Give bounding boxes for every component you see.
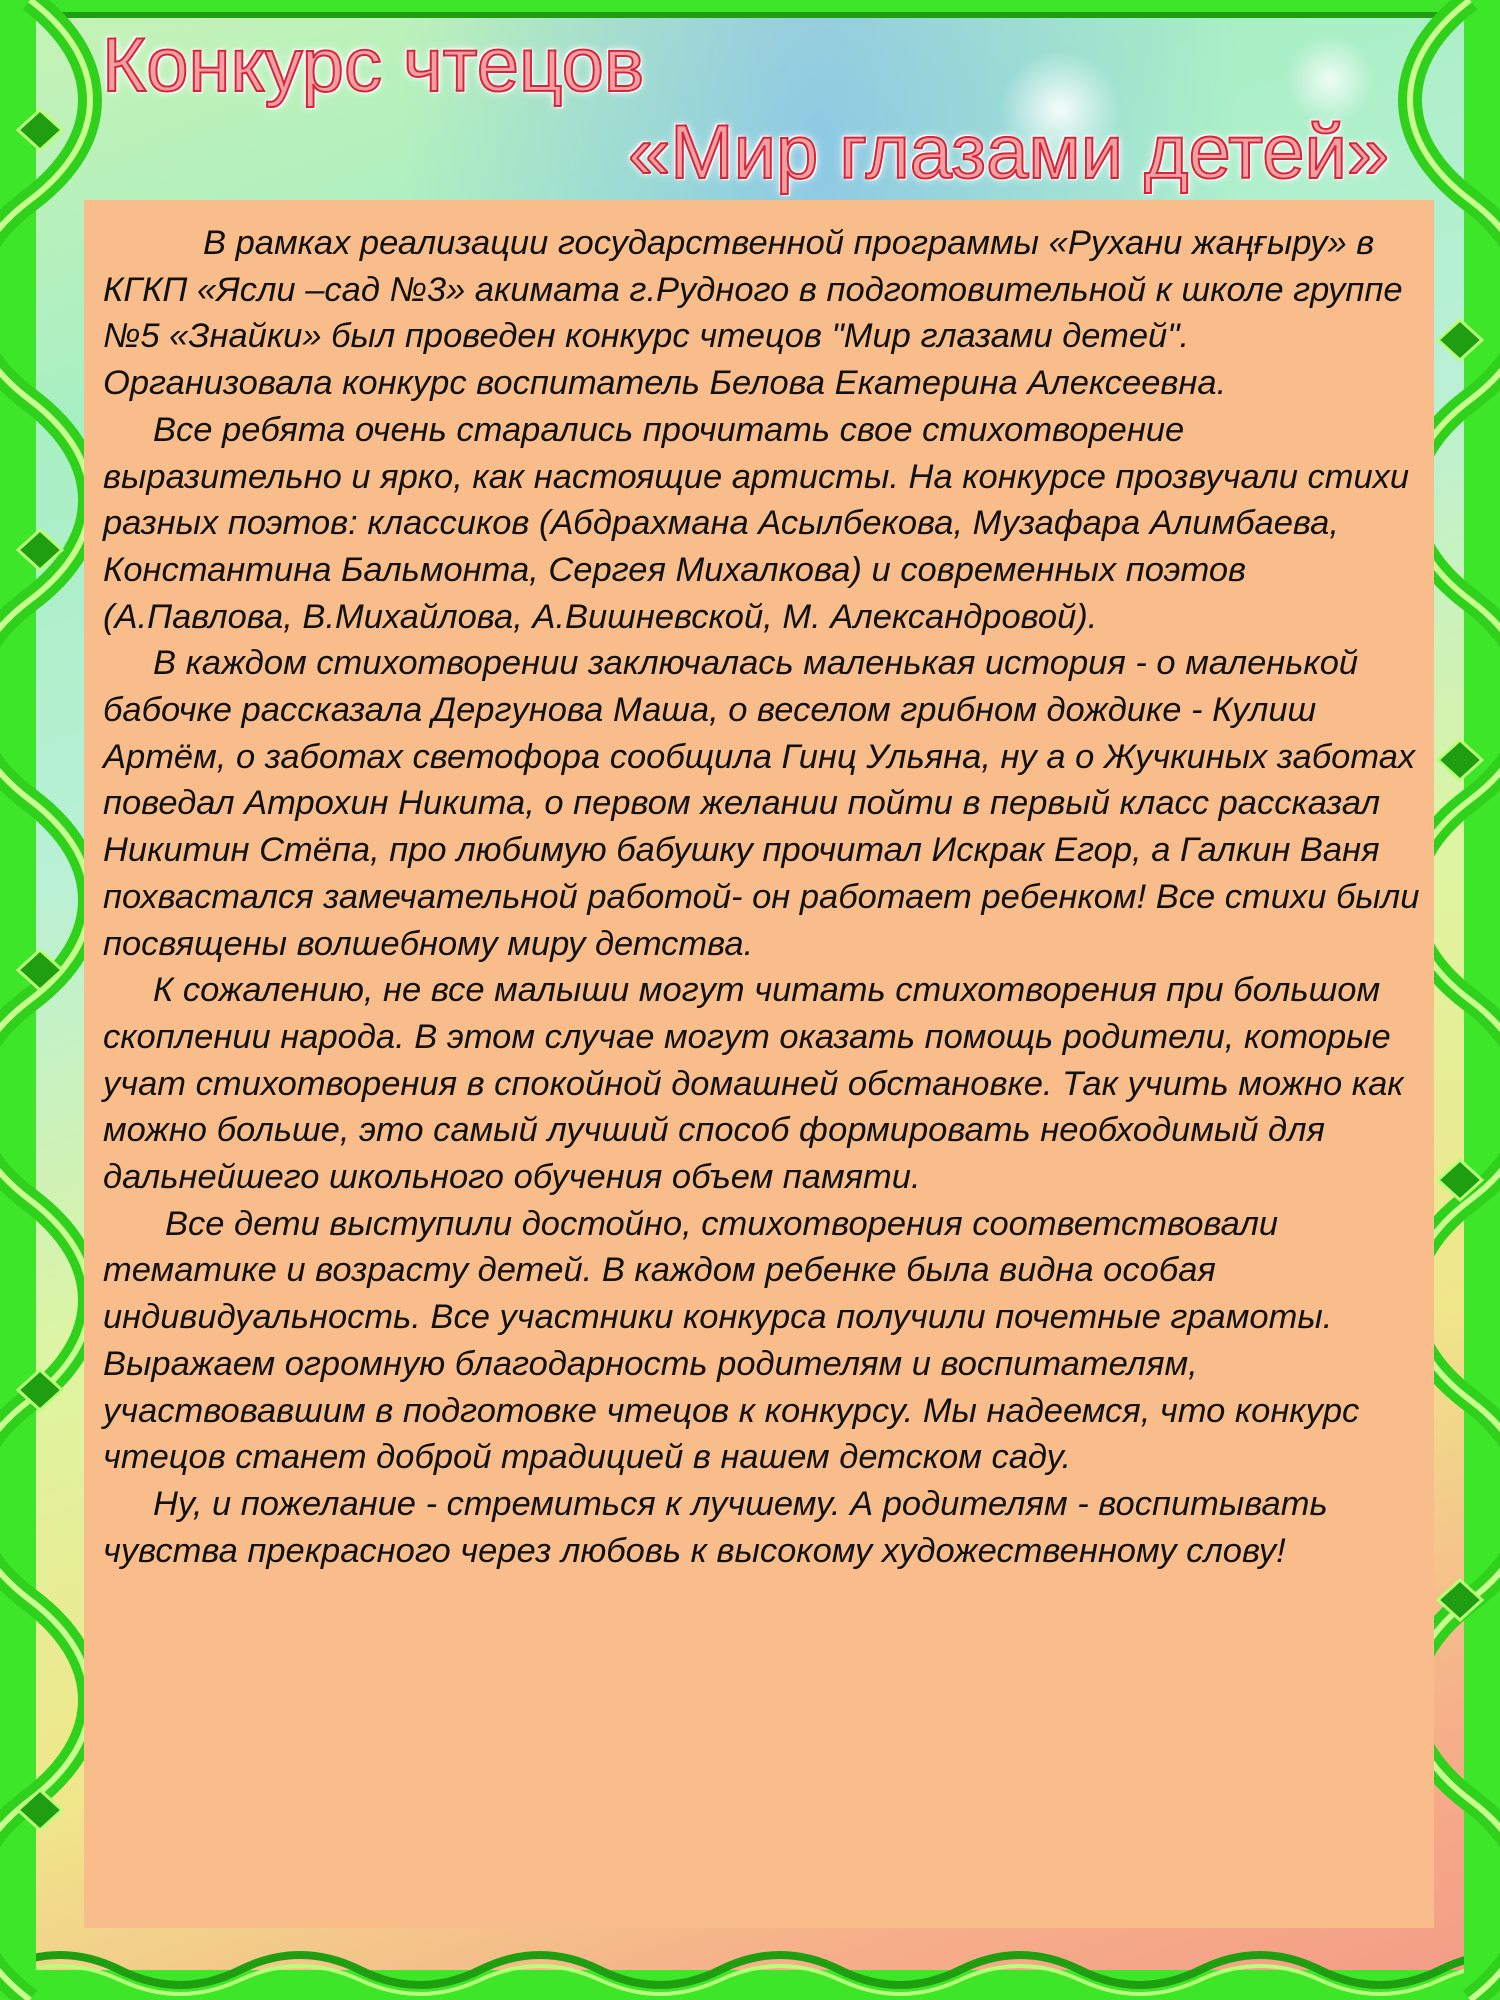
bottom-frame-ornament	[0, 1940, 1500, 2000]
paragraph-6: Ну, и пожелание - стремиться к лучшему. А родителям - воспитывать чувства прекрасного через любовь к высокому художественному слову!	[103, 1484, 1328, 1570]
article-body	[103, 220, 1423, 1574]
title-line-2: «Мир глазами детей»	[628, 110, 1390, 195]
paragraph-5: Все дети выступили достойно, стихотворения соответствовали тематике и возрасту детей. В каждом ребенке была видна особая индивидуальность. Все участники конкурса получили почетные грамоты. Выражаем огромную благодарность родителям и воспитателям, участвовавшим в подготовке чтецов к конкурсу. Мы надеемся, что конкурс чтецов станет доброй традицией в нашем детском саду.	[103, 1204, 1360, 1477]
title-line-1: Конкурс чтецов	[102, 23, 645, 108]
top-frame-ornament	[0, 0, 1500, 24]
paragraph-2: Все ребята очень старались прочитать свое стихотворение выразительно и ярко, как настоящие артисты. На конкурсе прозвучали стихи разных поэтов: классиков (Абдрахмана Асылбекова, Музафара Алимбаева, Константина Бальмонта, Сергея Михалкова) и современных поэтов (А.Павлова, В.Михайлова, А.Вишневской, М. Александровой).	[103, 410, 1410, 636]
paragraph-1: В рамках реализации государственной программы «Рухани жаңғыру» в КГКП «Ясли –сад №3» акимата г.Рудного в подготовительной к школе группе №5 «Знайки» был проведен конкурс чтецов "Мир глазами детей". Организовала конкурс воспитатель Белова Екатерина Алексеевна.	[103, 224, 1403, 403]
paragraph-4: К сожалению, не все малыши могут читать стихотворения при большом скоплении народа. В этом случае могут оказать помощь родители, которые учат стихотворения в спокойной домашней обстановке. Так учить можно как можно больше, это самый лучший способ формировать необходимый для дальнейшего школьного обучения объем памяти.	[103, 971, 1404, 1197]
paragraph-3: В каждом стихотворении заключалась маленькая история - о маленькой бабочке рассказала Дергунова Маша, о веселом грибном дождике - Кулиш Артём, о заботах светофора сообщила Гинц Ульяна, ну а о Жучкиных заботах поведал Атрохин Никита, о первом желании пойти в первый класс рассказал Никитин Стёпа, про любимую бабушку прочитал Искрак Егор, а Галкин Ваня похвастался замечательной работой- он работает ребенком! Все стихи были посвящены волшебному миру детства.	[103, 644, 1420, 963]
